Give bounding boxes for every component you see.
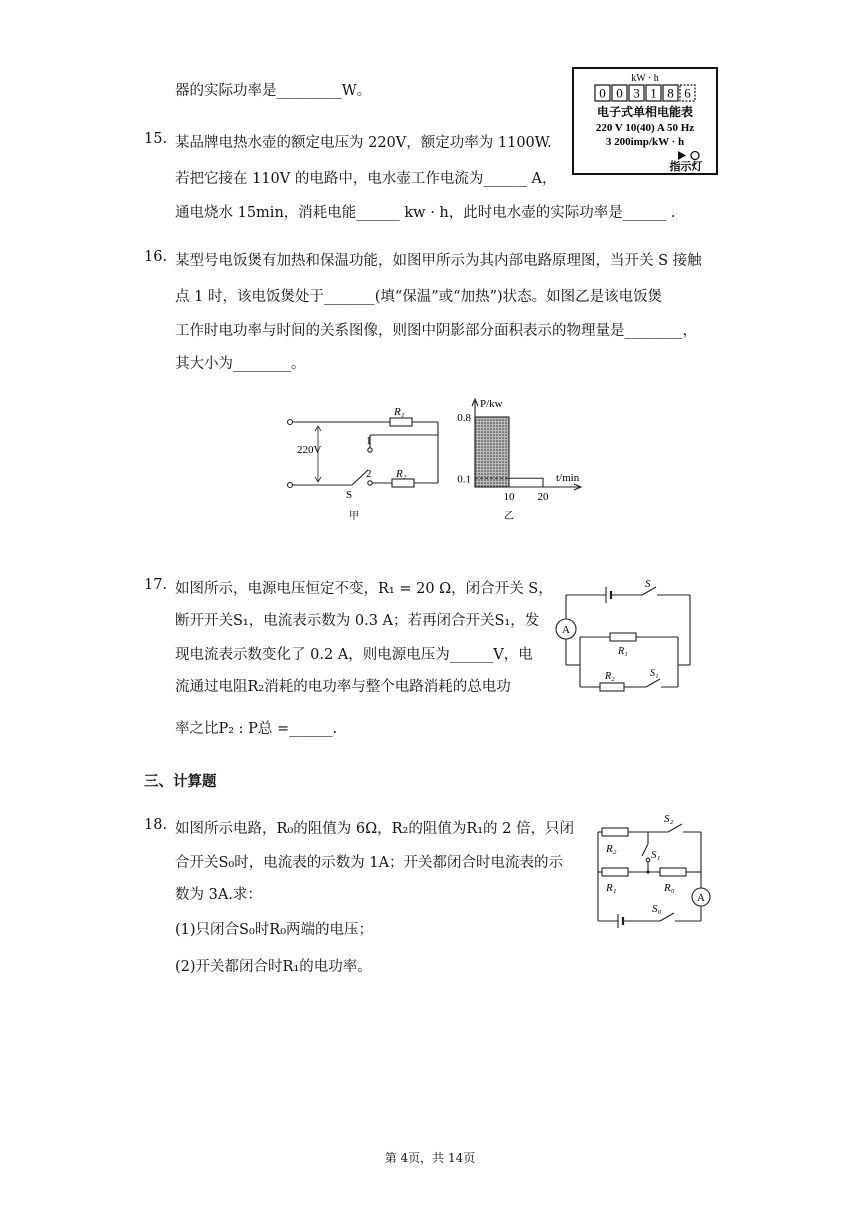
q16-figure bbox=[280, 395, 590, 520]
page-footer: 第 4页，共 14页 bbox=[384, 1151, 476, 1165]
ammeter-label: A bbox=[697, 892, 705, 904]
r2-label: R₂ bbox=[606, 843, 617, 855]
q18-line-5: (2)开关都闭合时R₁的电功率。 bbox=[175, 959, 372, 975]
switch-s1-label: S₁ bbox=[651, 849, 661, 861]
meter-digit: 0 bbox=[599, 85, 606, 101]
switch-s1-contact bbox=[646, 858, 650, 862]
resistor-r2 bbox=[600, 683, 624, 691]
caption-jia: 甲 bbox=[349, 511, 359, 520]
q15-line-2: 若把它接在 110V 的电路中，电水壶工作电流为______ A， bbox=[175, 171, 557, 187]
energy-meter-svg bbox=[574, 69, 716, 173]
resistor-r2 bbox=[392, 479, 414, 487]
q16-line-4: 其大小为________。 bbox=[175, 356, 306, 372]
junction-dot bbox=[646, 870, 649, 873]
meter-digit-cell bbox=[680, 85, 695, 101]
meter-title: 电子式单相电能表 bbox=[596, 105, 694, 119]
meter-digit-cell bbox=[612, 85, 627, 101]
q15-line-3: 通电烧水 15min，消耗电能______ kw · h，此时电水壶的实际功率是______ . bbox=[175, 205, 676, 221]
y-tick-label: 0.8 bbox=[457, 412, 471, 424]
switch-s-label: S bbox=[645, 578, 651, 590]
q15-line-1: 某品牌电热水壶的额定电压为 220V，额定功率为 1100W. bbox=[175, 135, 552, 151]
r1-label: R₁ bbox=[618, 646, 628, 657]
voltage-label: 220V bbox=[297, 444, 322, 456]
resistor-r1 bbox=[602, 868, 628, 876]
q18-line-4: (1)只闭合S₀时R₀两端的电压； bbox=[175, 922, 374, 938]
caption-yi: 乙 bbox=[504, 511, 514, 520]
q18-number: 18. bbox=[144, 817, 168, 833]
meter-digit: 1 bbox=[650, 85, 657, 101]
switch-s0-blade bbox=[660, 913, 674, 921]
terminal-top bbox=[288, 420, 293, 425]
chart-xlabel: t/min bbox=[556, 472, 580, 484]
meter-digit-cell bbox=[646, 85, 661, 101]
meter-digit: 0 bbox=[616, 85, 623, 101]
q17-circuit bbox=[550, 577, 695, 692]
meter-lamp-label: 指示灯 bbox=[669, 161, 703, 173]
meter-digit-cell bbox=[629, 85, 644, 101]
q16-line-3: 工作时电功率与时间的关系图像，则图中阴影部分面积表示的物理量是________， bbox=[175, 323, 697, 339]
switch-s1-blade bbox=[646, 679, 660, 687]
resistor-r1 bbox=[390, 418, 412, 426]
meter-digit: 3 bbox=[633, 85, 640, 101]
meter-unit: kW · h bbox=[631, 73, 659, 84]
meter-digit-cell bbox=[595, 85, 610, 101]
switch-s-label: S bbox=[346, 489, 353, 501]
meter-spec1: 220 V 10(40) A 50 Hz bbox=[595, 122, 695, 134]
q17-line-1: 如图所示，电源电压恒定不变，R₁ = 20 Ω，闭合开关 S， bbox=[175, 581, 553, 597]
q17-number: 17. bbox=[144, 577, 168, 593]
r2-label: R₂ bbox=[396, 468, 407, 480]
q15-number: 15. bbox=[144, 131, 168, 147]
q17-line-3: 现电流表示数变化了 0.2 A，则电源电压为______V，电 bbox=[175, 647, 533, 663]
contact-1-label: 1 bbox=[366, 435, 372, 447]
ammeter-label: A bbox=[562, 624, 570, 636]
shaded-energy-area bbox=[475, 417, 509, 487]
meter-digits bbox=[595, 85, 695, 101]
q18-line-2: 合开关S₀时，电流表的示数为 1A；开关都闭合时电流表的示 bbox=[175, 855, 564, 871]
play-indicator-icon bbox=[678, 151, 686, 160]
q17-line-5: 率之比P₂ : P总 =______. bbox=[175, 721, 338, 737]
power-step-line bbox=[509, 478, 543, 487]
energy-meter-figure bbox=[572, 67, 718, 175]
resistor-r1 bbox=[610, 633, 636, 641]
resistor-r2 bbox=[602, 828, 628, 836]
r1-label: R₁ bbox=[606, 882, 617, 894]
switch-s2-label: S₂ bbox=[664, 813, 674, 825]
r1-label: R₁ bbox=[394, 406, 405, 418]
chart-marks bbox=[457, 412, 549, 503]
q18-line-1: 如图所示电路，R₀的阻值为 6Ω，R₂的阻值为R₁的 2 倍，只闭 bbox=[175, 821, 574, 837]
resistor-r0 bbox=[660, 868, 686, 876]
contact-2-label: 2 bbox=[366, 468, 372, 480]
meter-digit-cell bbox=[663, 85, 678, 101]
chart-yi bbox=[457, 398, 581, 503]
contact-2 bbox=[368, 481, 372, 485]
y-tick-label: 0.1 bbox=[457, 473, 471, 486]
x-tick-label: 10 bbox=[503, 491, 515, 503]
contact-1 bbox=[368, 448, 372, 452]
r2-label: R₂ bbox=[605, 671, 615, 682]
section-title-calc: 三、计算题 bbox=[144, 774, 217, 790]
q17-line-4: 流通过电阻R₂消耗的电功率与整个电路消耗的总电功 bbox=[175, 679, 511, 695]
r0-label: R₀ bbox=[664, 882, 675, 894]
x-tick-label: 20 bbox=[537, 491, 549, 503]
chart-ylabel: P/kw bbox=[480, 398, 503, 410]
q14-tail-line: 器的实际功率是_________W。 bbox=[175, 83, 372, 99]
switch-s1-label: S₁ bbox=[650, 668, 659, 679]
q18-circuit bbox=[588, 808, 723, 933]
q16-line-1: 某型号电饭煲有加热和保温功能，如图甲所示为其内部电路原理图，当开关 S 接触 bbox=[175, 253, 702, 269]
q18-line-3: 数为 3A.求： bbox=[175, 887, 262, 903]
q16-number: 16. bbox=[144, 249, 168, 265]
meter-spec2: 3 200imp/kW · h bbox=[605, 136, 685, 148]
switch-s2-blade bbox=[668, 824, 682, 832]
terminal-bottom bbox=[288, 483, 293, 488]
lamp-circle-icon bbox=[691, 152, 699, 160]
q16-line-2: 点 1 时，该电饭煲处于_______(填“保温”或“加热”)状态。如图乙是该电饭煲 bbox=[175, 289, 663, 305]
meter-digit: 8 bbox=[667, 85, 674, 101]
q17-line-2: 断开开关S₁，电流表示数为 0.3 A；若再闭合开关S₁，发 bbox=[175, 613, 540, 629]
meter-digit: 6 bbox=[684, 85, 691, 101]
switch-s1-blade bbox=[642, 844, 648, 856]
switch-s0-label: S₀ bbox=[652, 903, 662, 915]
